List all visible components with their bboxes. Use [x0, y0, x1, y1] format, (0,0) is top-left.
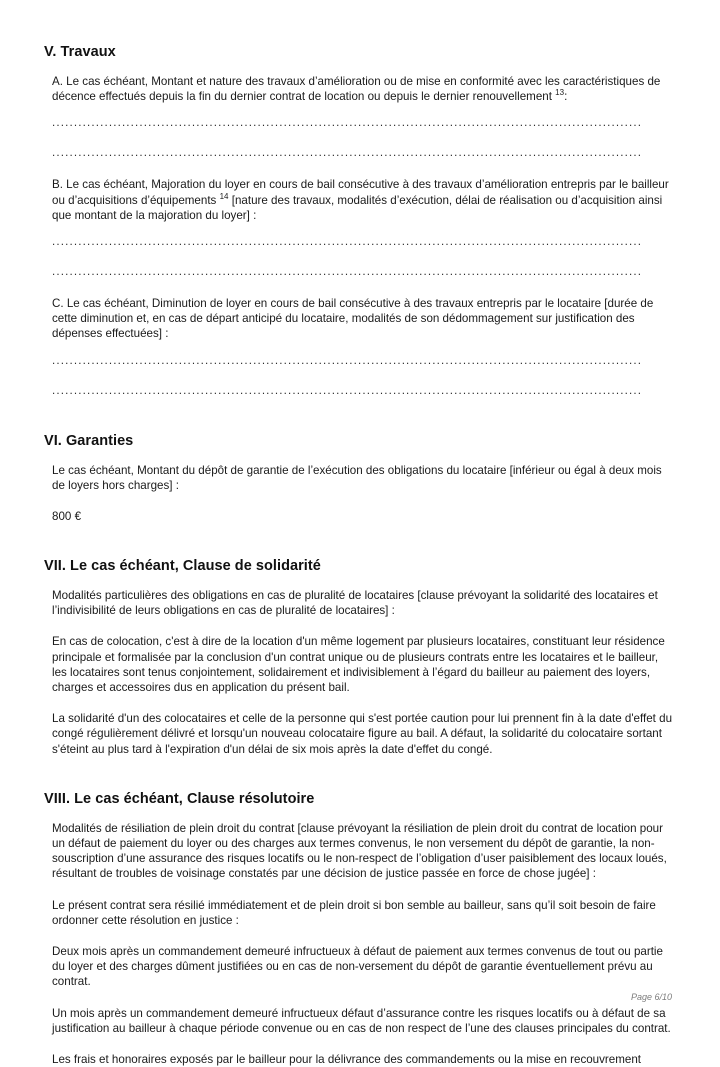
section-clause-resolutoire: [44, 791, 676, 1067]
resolutoire-paragraph-block-1: [52, 898, 676, 928]
solidarite-paragraph-block-1: [52, 634, 676, 695]
travaux-item-a-tail: :: [564, 90, 568, 104]
fill-in-line[interactable]: .......................................................................................................................................: [52, 265, 643, 279]
section-garanties: [44, 433, 676, 524]
resolutoire-paragraph-4: Les frais et honoraires exposés par le bailleur pour la délivrance des commandements ou la mise en recouvrement: [52, 1053, 642, 1067]
travaux-item-c: [52, 296, 676, 342]
footnote-marker-14: 14: [219, 191, 229, 201]
travaux-item-b-body-before: B. Le cas échéant, Majoration du loyer en cours de bail consécutive à des travaux d’amélioration entrepris par le bailleur ou d’acquisitions d’équipements: [52, 178, 669, 207]
section-heading-clause-resolutoire: VIII. Le cas échéant, Clause résolutoire: [44, 790, 315, 807]
garanties-intro-block: [52, 463, 676, 493]
garanties-intro-text: Le cas échéant, Montant du dépôt de garantie de l’exécution des obligations du locataire [inférieur ou égal à deux mois de loyers hors charges] :: [52, 463, 662, 492]
resolutoire-paragraph-2: Deux mois après un commandement demeuré infructueux à défaut de paiement aux termes convenus de tout ou partie du loyer et des charges dûment justifiées ou en cas de non-versement du dépôt de garantie éventuellement prévu au contrat.: [52, 945, 663, 989]
section-travaux: [44, 44, 676, 399]
resolutoire-paragraph-block-4: [52, 1052, 676, 1067]
solidarite-paragraph-1: En cas de colocation, c'est à dire de la location d'un même logement par plusieurs locataires, constituant leur résidence principale et formalisée par la conclusion d'un contrat unique ou de plusieurs contrats entre les locataires et le bailleur, les locataires sont tenus conjointement, solidairement et indivisiblement à l’égard du bailleur au paiement des loyers, charges et accessoires dus en application du présent bail.: [52, 635, 665, 695]
travaux-item-a-body: A. Le cas échéant, Montant et nature des travaux d’amélioration ou de mise en conformité avec les caractéristiques de décence effectués depuis la fin du dernier contrat de location ou depuis le dernier renouvellement: [52, 75, 661, 104]
fill-in-line[interactable]: .......................................................................................................................................: [52, 235, 643, 249]
solidarite-paragraph-block-2: [52, 711, 676, 757]
footnote-marker-13: 13: [555, 88, 565, 98]
resolutoire-intro-block: [52, 821, 676, 882]
fill-in-line[interactable]: .......................................................................................................................................: [52, 146, 643, 160]
resolutoire-paragraph-block-3: [52, 1006, 676, 1036]
fill-in-line[interactable]: .......................................................................................................................................: [52, 353, 643, 367]
resolutoire-paragraph-block-2: [52, 944, 676, 990]
travaux-item-a: [52, 74, 676, 104]
fill-in-line[interactable]: .......................................................................................................................................: [52, 116, 643, 130]
travaux-item-c-text: C. Le cas échéant, Diminution de loyer en cours de bail consécutive à des travaux entrepris par le locataire [durée de cette diminution et, en cas de départ anticipé du locataire, modalités de son dédommagement sur justification des dépenses effectuées] :: [52, 297, 654, 341]
solidarite-paragraph-2: La solidarité d'un des colocataires et celle de la personne qui s'est portée caution pour lui prennent fin à la date d'effet du congé régulièrement délivré et lorsqu'un nouveau colocataire figure au bail. A défaut, la solidarité du colocataire sortant s'éteint au plus tard à l'expiration d'un délai de six mois après la date d'effet du congé.: [52, 712, 673, 756]
resolutoire-paragraph-1: Le présent contrat sera résilié immédiatement et de plein droit si bon semble au bailleur, sans qu’il soit besoin de faire ordonner cette résolution en justice :: [52, 898, 656, 927]
travaux-item-b-text: [52, 177, 676, 223]
section-clause-solidarite: [44, 558, 676, 757]
travaux-item-a-text: [52, 74, 676, 104]
deposit-amount-value: 800 €: [52, 510, 82, 524]
solidarite-intro-block: [52, 588, 676, 618]
travaux-item-b: [52, 177, 676, 223]
travaux-item-b-body-after: [nature des travaux, modalités d’exécution, délai de réalisation ou d’acquisition ainsi que montant de la majoration du loyer] :: [52, 193, 663, 222]
section-heading-garanties: VI. Garanties: [44, 432, 134, 449]
solidarite-intro-text: Modalités particulières des obligations en cas de pluralité de locataires [clause prévoyant la solidarité des locataires et l’indivisibilité de leurs obligations en cas de pluralité de locataires] :: [52, 589, 658, 618]
resolutoire-paragraph-3: Un mois après un commandement demeuré infructueux défaut d’assurance contre les risques locatifs ou à défaut de sa justification au bailleur à chaque période convenue ou en cas de non respect de l’une des clauses principales du contrat.: [52, 1006, 671, 1035]
section-heading-travaux: V. Travaux: [44, 44, 116, 60]
section-heading-clause-solidarite: VII. Le cas échéant, Clause de solidarité: [44, 558, 321, 575]
page-footer: Page 6/10: [630, 992, 672, 1002]
resolutoire-intro-text: Modalités de résiliation de plein droit du contrat [clause prévoyant la résiliation de plein droit du contrat de location pour un défaut de paiement du loyer ou des charges aux termes convenus, le non versement du dépôt de garantie, la non-souscription d’une assurance des risques locatifs ou le non-respect de l’obligation d’user paisiblement des locaux loués, résultant de troubles de voisinage constatés par une décision de justice passée en force de chose jugée] :: [52, 821, 667, 881]
fill-in-line[interactable]: .......................................................................................................................................: [52, 383, 643, 397]
